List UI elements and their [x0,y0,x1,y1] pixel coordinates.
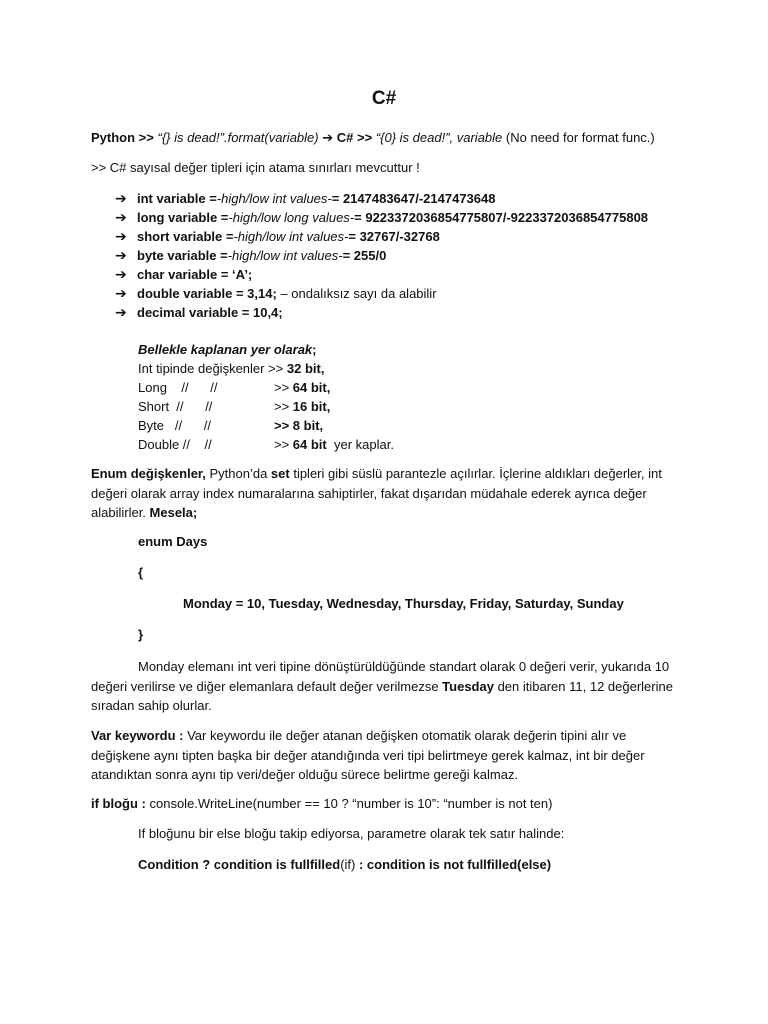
limits-intro: >> C# sayısal değer tipleri için atama sınırları mevcuttur ! [91,160,420,175]
memory-row-prefix: >> [274,399,293,414]
list-item [115,208,648,227]
bullet-text: long variable = [137,210,229,225]
bullet-italic: -high/low int values- [216,191,332,206]
list-item [115,227,648,246]
memory-row-label: Long // // [138,380,218,395]
bullet-text: short variable = [137,229,234,244]
else-tag: (else) [517,857,552,872]
arrow-bullet-icon: ➔ [115,228,127,244]
memory-row-short [138,397,331,416]
memory-row-size: >> 8 bit, [274,418,324,433]
condition-fulfilled: Condition ? condition is fullfilled [138,857,341,872]
format-note: (No need for format func.) [505,130,655,145]
memory-heading-suffix: ; [312,342,317,357]
bullet-italic: -high/low long values- [228,210,355,225]
arrow-bullet-icon: ➔ [115,266,127,282]
if-description: If bloğunu bir else bloğu takip ediyorsa, parametre olarak tek satır halinde: [138,826,565,841]
memory-row-size: 32 bit, [286,361,325,376]
var-text: Var keywordu ile değer atanan değişken otomatik olarak değerin tipini alır ve [183,728,627,743]
memory-size-block [138,340,394,454]
if-block-line [91,794,552,813]
enum-text-line2: değeri olarak array index numaralarına sahiptirler, fakat dışarıdan müdahale ederek ayrıca değer [91,485,647,501]
if-label: if bloğu : [91,796,146,811]
bullet-text: decimal variable = 10,4; [137,305,283,320]
enum-declaration: enum Days [138,534,208,549]
memory-row-label: Short // // [138,399,213,414]
python-vs-csharp-line [91,128,655,147]
monday-text-line3: sıradan sahip olurlar. [91,698,212,713]
monday-text-line1: Monday elemanı int veri tipine dönüştürüldüğünde standart olarak 0 değeri verir, yukarıda 10 [138,659,670,674]
list-item [115,303,648,322]
list-item [115,265,648,284]
memory-row-label: Byte // // [138,418,211,433]
memory-row-size: 64 bit [292,437,327,452]
arrow-bullet-icon: ➔ [115,209,127,225]
var-text-line2: değişkene aynı tipten başka bir değer atandığında veri tipi belirtmeye gerek kalmaz, int bir değer [91,747,645,763]
memory-heading-text: Bellekle kaplanan yer olarak [138,342,313,357]
tuesday-label: Tuesday [442,678,494,694]
enum-paragraph [91,464,681,523]
set-keyword: set [270,466,290,481]
arrow-bullet-icon: ➔ [115,285,127,301]
memory-row-prefix: >> [274,380,293,395]
bullet-text: char variable = ‘A’; [137,267,253,282]
var-text-line3: atandıktan sonra aynı tip veri/değer olduğu sürece belirtme gereği kalmaz. [91,767,519,782]
csharp-label: C# >> [336,130,373,145]
python-code: “{} is dead!”.format(variable) [157,130,319,145]
memory-row-label: Double // // [138,437,212,452]
bullet-italic: -high/low int values- [233,229,349,244]
arrow-icon: ➔ [322,130,334,145]
arrow-bullet-icon: ➔ [115,247,127,263]
memory-row-label: Int tipinde değişkenler >> [138,361,287,376]
bullet-note: – ondalıksız sayı da alabilir [280,286,437,301]
memory-row-size: 64 bit, [292,380,331,395]
enum-label: Enum değişkenler, [91,466,206,481]
bullet-text: byte variable = [137,248,228,263]
monday-paragraph [91,657,681,716]
var-paragraph [91,726,681,785]
arrow-bullet-icon: ➔ [115,304,127,320]
bullet-value: = 32767/-32768 [348,229,440,244]
memory-row-long [138,378,331,397]
if-code: console.WriteLine(number == 10 ? “number is 10”: “number is not ten) [145,796,553,811]
enum-text: Python’da [205,466,271,481]
enum-open-brace: { [138,565,144,580]
csharp-code: “{0} is dead!”, variable [375,130,503,145]
mesela-label: Mesela; [149,505,198,520]
bullet-text: double variable = 3,14; [137,286,277,301]
bullet-value: = 2147483647/-2147473648 [331,191,496,206]
list-item [115,284,648,303]
ternary-condition [138,857,551,872]
bullet-italic: -high/low int values- [227,248,343,263]
enum-text: tipleri gibi süslü parantezle açılırlar. İçlerine aldıkları değerler, int [289,466,662,481]
memory-heading [138,340,324,359]
bullet-value: = 255/0 [342,248,387,263]
monday-text: değeri verilirse ve diğer elemanlara default değer verilmezse [91,678,443,694]
memory-row-byte [138,416,324,435]
enum-close-brace: } [138,627,144,642]
arrow-bullet-icon: ➔ [115,190,127,206]
list-item [115,246,648,265]
enum-text-line3: alabilirler. [91,505,150,520]
list-item [115,189,648,208]
var-label: Var keywordu : [91,728,184,743]
python-label: Python >> [91,130,154,145]
memory-row-prefix: >> [274,437,293,452]
bullet-text: int variable = [137,191,217,206]
condition-not-fulfilled: : condition is not fullfilled [355,857,518,872]
monday-text: den itibaren 11, 12 değerlerine [493,678,673,694]
memory-row-size: 16 bit, [292,399,331,414]
memory-row-tail: yer kaplar. [326,437,394,452]
value-limits-list [115,189,648,322]
enum-members: Monday = 10, Tuesday, Wednesday, Thursday, Friday, Saturday, Sunday [183,596,624,611]
if-tag: (if) [340,857,356,872]
page-title: C# [371,88,397,109]
memory-row-double [138,435,394,454]
memory-row-int [138,359,324,378]
bullet-value: = 9223372036854775807/-9223372036854775808 [354,210,649,225]
